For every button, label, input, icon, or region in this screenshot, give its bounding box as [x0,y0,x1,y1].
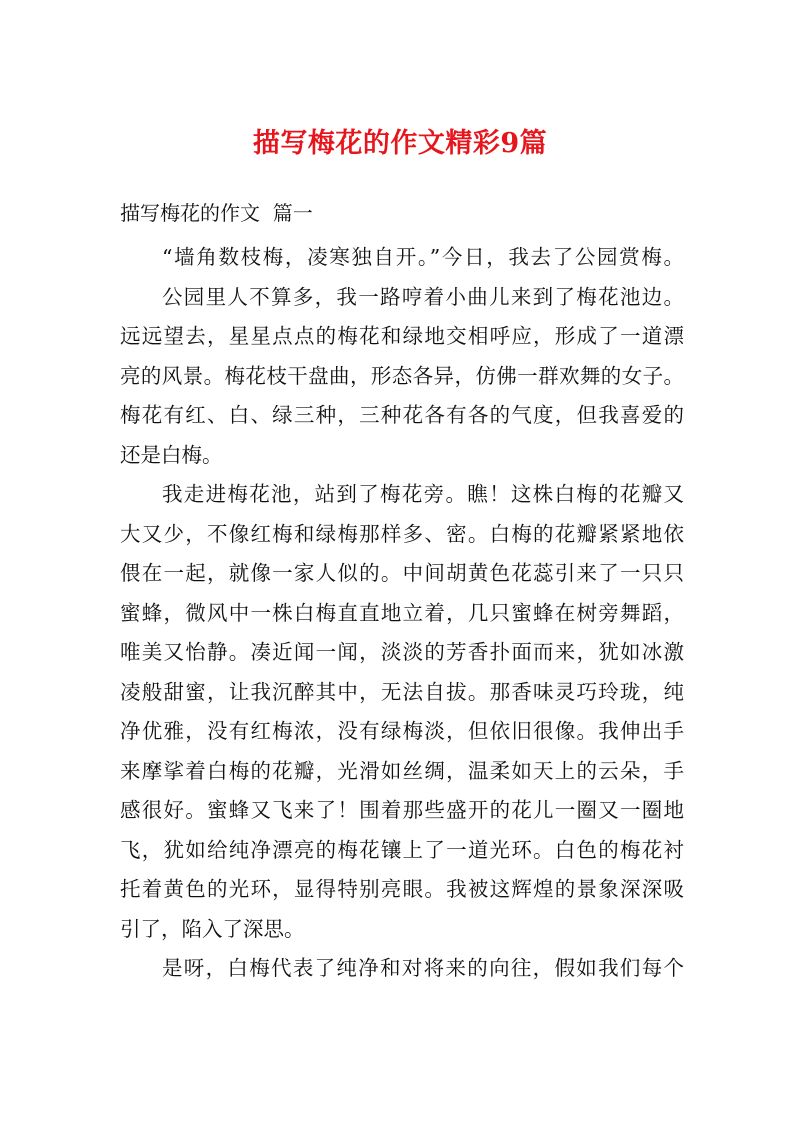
text-line: “墙角数枝梅，凌寒独自开。”今日，我去了公园赏梅。 [162,245,684,269]
text-line: 亮的风景。梅花枝干盘曲，形态各异，仿佛一群欢舞的女子。 [120,363,684,388]
text-line: 凌般甜蜜，让我沉醉其中，无法自拔。那香味灵巧玲珑，纯 [120,679,684,704]
section-heading: 描写梅花的作文 篇一 [120,201,313,225]
text-line: 梅花有红、白、绿三种，三种花各有各的气度，但我喜爱的 [120,403,684,427]
text-line: 公园里人不算多，我一路哼着小曲儿来到了梅花池边。 [162,284,684,309]
text-line: 大又少，不像红梅和绿梅那样多、密。白梅的花瓣紧紧地依 [120,521,684,546]
text-line: 净优雅，没有红梅浓，没有绿梅淡，但依旧很像。我伸出手 [120,719,684,743]
text-line: 引了，陷入了深思。 [120,916,305,941]
text-line: 还是白梅。 [120,442,223,467]
text-line: 是呀，白梅代表了纯净和对将来的向往，假如我们每个 [162,956,684,980]
document-title: 描写梅花的作文精彩9篇 [252,128,548,159]
text-line: 来摩挲着白梅的花瓣，光滑如丝绸，温柔如天上的云朵，手 [120,758,684,783]
text-line: 偎在一起，就像一家人似的。中间胡黄色花蕊引来了一只只 [120,561,684,585]
text-line: 远远望去，星星点点的梅花和绿地交相呼应，形成了一道漂 [120,324,684,348]
text-line: 托着黄色的光环，显得特别亮眼。我被这辉煌的景象深深吸 [120,877,684,901]
text-line: 我走进梅花池，站到了梅花旁。瞧！这株白梅的花瓣又 [162,482,684,506]
text-line: 蜜蜂，微风中一株白梅直直地立着，几只蜜蜂在树旁舞蹈， [120,600,684,625]
text-line: 飞，犹如给纯净漂亮的梅花镶上了一道光环。白色的梅花衬 [120,837,684,862]
essay-body [120,238,684,989]
text-line: 感很好。蜜蜂又飞来了！围着那些盛开的花儿一圈又一圈地 [120,798,684,822]
text-line: 唯美又怡静。凑近闻一闻，淡淡的芳香扑面而来，犹如冰激 [120,640,684,664]
